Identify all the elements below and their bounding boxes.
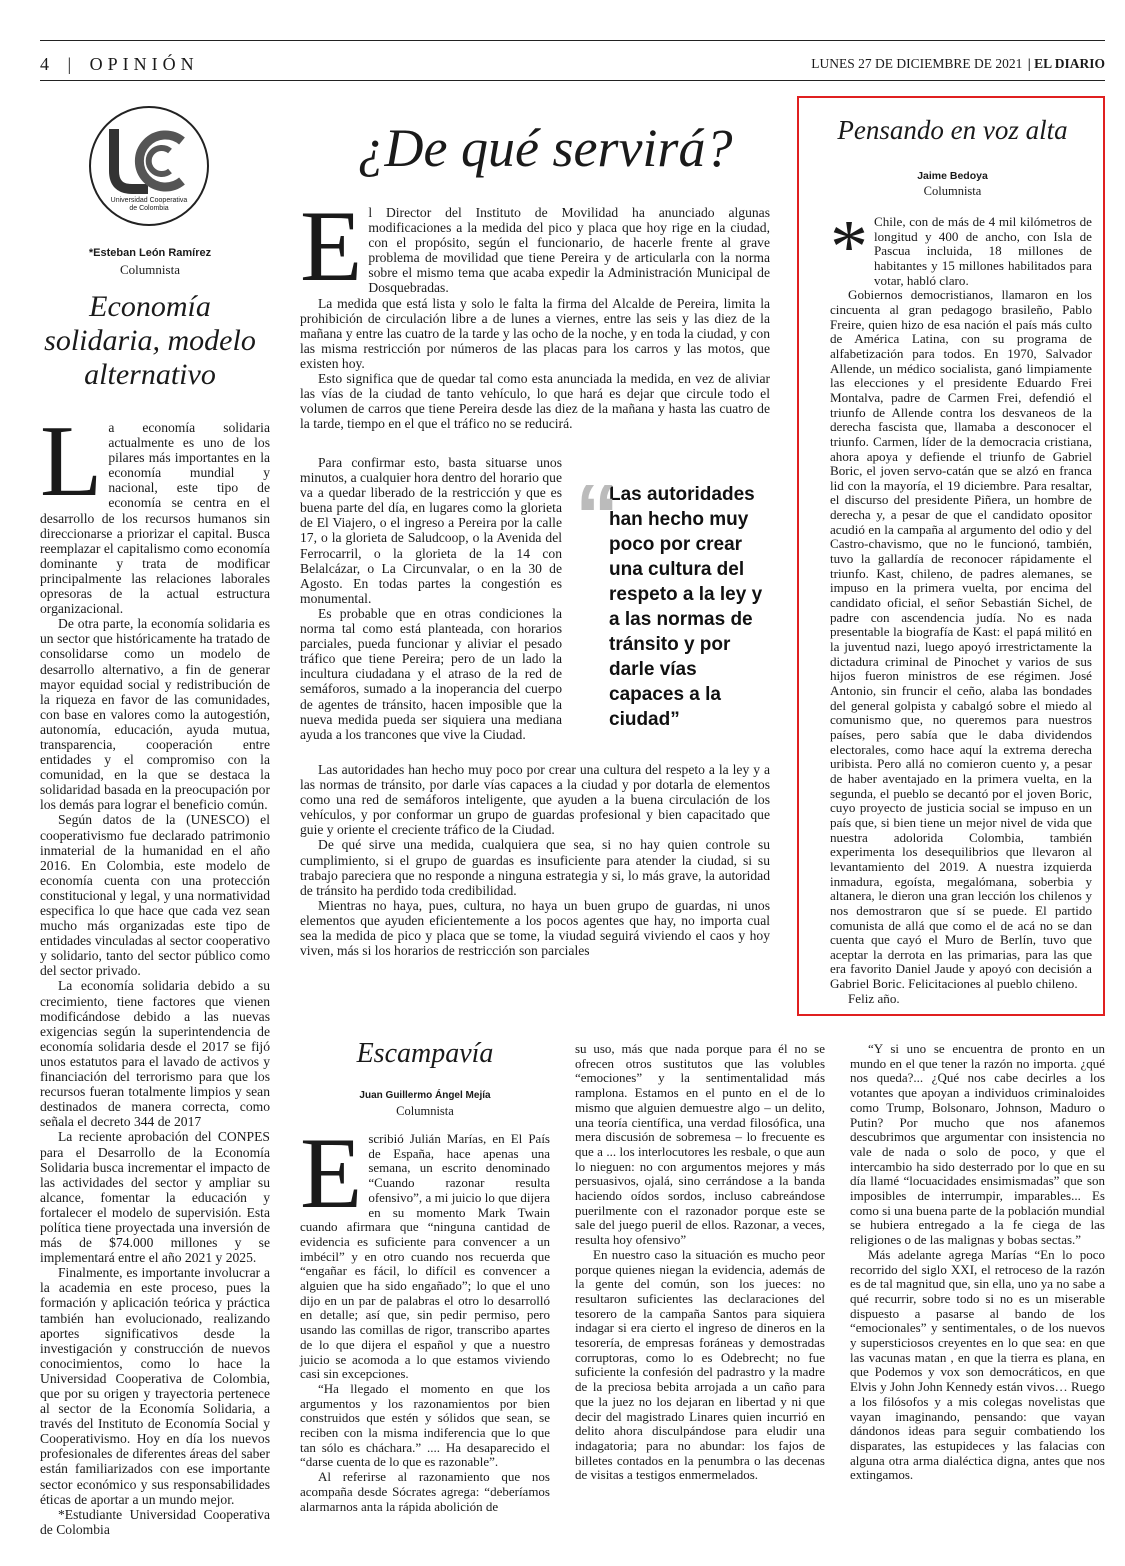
quote-mark-icon: “	[575, 466, 619, 565]
left-dropcap: L	[40, 405, 103, 518]
escampavia-title: Escampavía	[356, 1038, 494, 1069]
left-p5: La reciente aprobación del CONPES para el Desarrollo de la Economía Solidaria busca incrementar el impacto de las actividades del sector y ampliar su alcance, fomentar la educación y fortalecer el modelo de supervisión. Esta política tiene proyectada una inversión de más de $74.000 millones y se implementará entre el año 2021 y 2025.	[40, 1129, 270, 1266]
page-header-right: LUNES 27 DE DICIEMBRE DE 2021 | EL DIARIO	[811, 56, 1105, 71]
escampavia-c1p2: “Ha llegado el momento en que los argumentos y los razonamientos por bien construidos que estén y sólidos que sean, se reciben con la misma indiferencia que lo que tan sólo es cháchara.” .... Ha desaparecido el “darse cuenta de lo que es razonable”.	[300, 1380, 550, 1470]
left-article-body	[40, 405, 270, 1537]
escampavia-c3p2: Más adelante agrega Marías “En lo poco recorrido del siglo XXI, el retroceso de la razón es de tal magnitud que, sin ella, uno ya no sabe a qué recurrir, sobre todo si no es un miserable dispuesto a pasarse al bando de los “emocionales” y sentimentales, o de los nuevos y supersticiosos creyentes en lo que sea: en que las vacunas matan , en que la tierra es plana, en que Podemos y vox son democráticos, en que Elvis y John John Kennedy están vivos… Ruego a los filósofos y a mis colegas novelistas que vayan imaginando, pensando: que vayan dándonos ideas para seguir combatiendo los disparates, las estupideces y las falacias con alguna otra arma dialéctica digna, antes que nos extingamos.	[850, 1246, 1105, 1483]
escampavia-author: Juan Guillermo Ángel Mejía	[359, 1090, 491, 1101]
left-p4: La economía solidaria debido a su crecimiento, tiene factores que vienen modificándose debido a las nuevas exigencias según la superintendencia de economía solidaria desde el 2017 se fijó unos estatutos para el lavado de activos y financiación del terrorismo para que los recursos fueran totalmente limpios y sean destinados de manera correcta, como señala el decreto 344 de 2017	[40, 978, 270, 1130]
right-article-body	[830, 205, 1092, 1006]
issue-date: LUNES 27 DE DICIEMBRE DE 2021	[811, 56, 1023, 71]
editorial-p6: Las autoridades han hecho muy poco por crear una cultura del respeto a la ley y a las normas de tránsito, por darle vías capaces a la ciudad y por dotarla de elementos como una red de semáforos inteligente, que ayuden a la buena circulación de los vehículos, y por conformar un grupo de guardas profesional y bien capacitado que guie y oriente el creciente tráfico de la Ciudad.	[300, 762, 770, 838]
escampavia-c1p3: Al referirse al razonamiento que nos acompaña desde Sócrates agrega: “deberíamos alarmarnos anta la rápida abolición de	[300, 1469, 550, 1514]
left-p1: a economía solidaria actualmente es uno de los pilares más importantes en la economía mundial y nacional, este tipo de economía se centra en el desarrollo de los recursos humanos sin direccionarse a priorizar el capital. Busca reemplazar el capitalismo como economía dominante y trata de modificar principalmente las relaciones laborales opresoras de la actual estructura organizacional.	[40, 420, 270, 617]
left-author: *Esteban León Ramírez	[88, 247, 212, 259]
header-top-rule	[40, 40, 1105, 41]
editorial-dropcap: E	[300, 190, 363, 303]
escampavia-c1p1: scribió Julián Marías, en El País de España, hace apenas una semana, un escrito denominado “Cuando razonar resulta ofensivo”, a mi juicio lo que dijera en su momento Mark Twain cuando afirmara que “ninguna cantidad de evidencia es suficiente para convencer a un imbécil” y en otro cuando nos recuerda que “engañar es fácil, lo difícil es convencer a alguien que ha sido engañado”; lo que el uno dijo en un par de palabras el otro lo desarrolló en detalle; así que, sin pedir permiso, pero usando las comillas de rigor, transcribo apartes de lo que dijera el español y que a nuestro juicio se acomoda a lo que estamos viviendo casi sin excepciones.	[300, 1131, 550, 1382]
university-logo	[88, 105, 210, 227]
editorial-p8: Mientras no haya, pues, cultura, no haya un buen grupo de guardas, ni unos elementos que ayuden eficientemente a los pocos agentes que hay, no importa cual sea la medida de pico y placa que se tome, la viudad seguirá viviendo el caos y hoy viven, más si los horarios de restricción son parciales	[300, 897, 770, 959]
right-title: Pensando en voz alta	[837, 115, 1068, 145]
right-p2: Gobiernos democristianos, llamaron en los cincuenta al gran pedagogo brasileño, Pablo Freire, quien hizo de esa nación el país más culto de América Latina, con su programa de alfabetización para todos. En 1970, Salvador Allende, un médico socialista, ganó limpiamente las elecciones y el presidente Eduardo Frei Montalva, padre de Carmen Frei, defendió el triunfo de Allende contra los desvaneos de la derecha fascista que, llamaba a desconocer el triunfo. Carmen, líder de la democracia cristiana, ahora apoya y defiende el triunfo de Gabriel Boric, el joven servo-catán que se alzó en franca lid con la mayoría, el 19 diciembre. Para resaltar, el discurso del presidente Piñera, un hombre de derecha y, a pesar de que el candidato opositor acudió en la campaña al argumento del odio y del Castro-chavismo, que no le funcionó, también, tuvo la gallardía de reconocer rápidamente el triunfo. Kast, chileno, de padres alemanes, se impuso en la primera vuelta, por encima del candidato oficial, el señor Sebastián Sichel, de padre con ascendencia judía. No es nada presentable la biografía de Kast: el papá militó en la juventud nazi, luego apoyó irrestrictamente la dictadura criminal de Pinochet y varios de sus hijos fueron ministros de ese régimen. José Antonio, sin fruncir el ceño, alaba las bondades del general golpista y cabalgó sobre el miedo al comunismo que, no queremos para nuestros países, pero sabía que le daba dividendos electorales, como hace aquí la extrema derecha uribista. Pero allá no comieron cuento y, a pesar de haber aventajado en la primera vuelta, en la segunda, el pueblo se decantó por el joven Boric, cuyo proyecto de justicia social se impuso en un país que, si bien tiene un mejor nivel de vida que nuestra adolorida Colombia, también experimenta los desequilibrios que llevaron al levantamiento del 2019. A nuestra izquierda inmadura, egoísta, megalómana, soberbia y altanera, le dieron una gran lección los chilenos y nos demostraron que sí se puede. El partido comunista de allá que como el de acá no se dan cuenta que cayó el Muro de Berlín, tuvo que aceptar la derrota en las primarias, para las que era favorito Daniel Jaude y apoyó con decisión a Gabriel Boric. Felicitaciones al pueblo chileno.	[830, 287, 1092, 992]
editorial-title: ¿De qué servirá?	[357, 118, 733, 178]
right-p1: Chile, con de más de 4 mil kilómetros de longitud y 400 de ancho, con Isla de Pascua incluida, 18 millones de habitantes y 15 millones habilitados para votar, habló claro.	[874, 214, 1092, 288]
left-p6: Finalmente, es importante involucrar a la academia en este proceso, pues la formación y aplicación teórica y práctica también han evolucionado, realizando aportes significativos desde la investigación y construcción de nuevos conocimientos, como lo hace la Universidad Cooperativa de Colombia, que por su origen y trayectoria pertenece al sector de la Economía Solidaria, a través del Instituto de Economía Social y Cooperativismo. Hoy en día los nuevos profesionales de diferentes áreas del saber están familiarizados con ese importante sector económico y sus responsabilidades éticas de aportar a un mundo mejor.	[40, 1265, 270, 1507]
pull-quote	[575, 466, 775, 732]
left-footnote: *Estudiante Universidad Cooperativa de Colombia	[40, 1506, 270, 1537]
pull-quote-text: Las autoridades han hecho muy poco por crear una cultura del respeto a la ley y a las normas de tránsito y por darle vías capaces a la ciudad”	[609, 484, 763, 730]
right-dropcap-asterisk-icon: *	[830, 205, 868, 289]
escampavia-col3	[850, 1042, 1105, 1483]
header-separator: |	[67, 54, 75, 74]
page-header-left	[40, 54, 199, 75]
editorial-body-mid	[300, 455, 562, 742]
left-title: Economía solidaria, modelo alternativo	[44, 290, 256, 391]
left-role: Columnista	[120, 262, 180, 277]
escampavia-col2	[575, 1042, 825, 1483]
editorial-p5: Es probable que en otras condiciones la norma tal como está planteada, con horarios parciales, pueda funcionar y aliviar el pesado tráfico que tiene Pereira; pero de un lado la incultura ciudadana y el atraso de la red de semáforos, sumado a la inoperancia del cuerpo de agentes de tránsito, hacen imposible que la nueva medida pueda ser siquiera una mediana ayuda a los trancones que vive la Ciudad.	[300, 605, 562, 742]
escampavia-role: Columnista	[396, 1104, 454, 1118]
right-p3: Feliz año.	[848, 990, 900, 1006]
editorial-body-bottom	[300, 762, 770, 958]
escampavia-col1	[300, 1117, 550, 1514]
left-p2: De otra parte, la economía solidaria es un sector que históricamente ha tratado de consolidarse como un modelo de desarrollo alternativo, a fin de generar mayor equidad social y redistribución de la riqueza en favor de las comunidades, con base en valores como la autogestión, autonomía, educación, ayuda mutua, transparencia, cooperación entre entidades y el compromiso con la comunidad, en la que se destaca la solidaridad basada en la preocupación por los demás para lograr el beneficio común.	[40, 616, 270, 813]
left-p3: Según datos de la (UNESCO) el cooperativismo fue declarado patrimonio inmaterial de la humanidad en el año 2016. En Colombia, este modelo de economía cuenta con una protección constitucional y legal, y una normatividad especifica lo que hace que cada vez sean mucho más organizadas este tipo de entidades vinculadas al sector cooperativo y solidario, tanto del sector público como del sector privado.	[40, 812, 270, 979]
header-bottom-rule	[40, 80, 1105, 81]
newspaper-name: EL DIARIO	[1034, 56, 1105, 71]
editorial-body-top	[300, 190, 770, 432]
escampavia-c2p1: su uso, más que nada porque para él no se ofrecen otros sustitutos que las volubles “emociones” y la sentimentalidad más ramplona. Estamos en el punto en el de lo mismo que alguien demuestre algo – un delito, una teoría científica, una verdad filosófica, una mera discusión de sobremesa – lo frecuente es que a ... los interlocutores les resbale, o que aun lo nieguen: no con argumentos mejores y más persuasivos, ojalá, sino cerrándose a la banda haciendo oídos sordos, incluso cabreándose puerilmente con el razonador porque este se sale del juego pueril de ellos. Razonar, a veces, resulta hoy ofensivo”	[575, 1041, 825, 1248]
editorial-p1: l Director del Instituto de Movilidad ha anunciado algunas modificaciones a la medida del pico y placa que hoy rige en la ciudad, con el propósito, según el funcionario, de hacerle frente al grave problema de movilidad que tiene Pereira y de articularla con la norma sobre el mismo tema que acaba expedir la Administración Municipal de Dosquebradas.	[368, 205, 770, 296]
escampavia-c3p1: “Y si uno se encuentra de pronto en un mundo en el que tener la razón no importa. ¿qué nos queda?... ¿Qué nos cabe decirles a los votantes que apoyan a individuos criminaloides como Trump, Bolsonaro, Johnson, Maduro o Putin? Por mucho que nos afanemos descubrimos que argumentar con insistencia no vale de nada o solo de poco, y que el intercambio ha sido desterrado por lo que en su día llamé “locuacidades ensimismadas” que son imposibles de interrumpir, imparables... Es como si una buena parte de la población mundial se hubiera entregado a la fe ciega de las religiones o de las malignas y bobas sectas.”	[850, 1041, 1105, 1248]
section-name: OPINIÓN	[89, 54, 199, 74]
editorial-p2: La medida que está lista y solo le falta la firma del Alcalde de Pereira, limita la prohibición de circulación libre a de lunes a viernes, entre las seis y las diez de la mañana y entre las cuatro de la tarde y las ocho de la noche, y en toda la ciudad, y con las misma restricción por números de las placas para los carros y las motos, que existen hoy.	[300, 295, 770, 371]
editorial-p7: De qué sirve una medida, cualquiera que sea, si no hay quien controle su cumplimiento, si el grupo de guardas es insuficiente para atender la ciudad, si su trabajo pareciera que no responde a ninguna estrategia y si, lo más grave, la autoridad de tránsito ha perdido toda credibilidad.	[300, 837, 770, 898]
right-author: Jaime Bedoya	[917, 170, 988, 182]
editorial-p3: Esto significa que de quedar tal como esta anunciada la medida, en vez de aliviar las vías de la ciudad de tanto vehículo, lo que hará es dejar que circule todo el volumen de carros que tiene Pereira desde las diez de la mañana y hasta las cuatro de la tarde, tiempo en el que el tráfico no se reducirá.	[300, 371, 770, 432]
right-role: Columnista	[923, 184, 982, 198]
logo-text-line1: Universidad Cooperativa	[110, 197, 188, 204]
logo-text-line2: de Colombia	[129, 205, 169, 212]
editorial-p4: Para confirmar esto, basta situarse unos minutos, a cualquier hora dentro del horario que va a quedar liberado de la restricción y que es buena parte del día, en lugares como la glorieta de El Viajero, o el ingreso a Pereira por la calle 17, o la glorieta de Saludcoop, o la Avenida del Ferrocarril, o la glorieta de la 14 con Belalcázar, o La Circunvalar, o en la 30 de Agosto. En todas partes la congestión es monumental.	[300, 455, 562, 606]
escampavia-dropcap: E	[300, 1117, 363, 1230]
escampavia-c2p2: En nuestro caso la situación es mucho peor porque quienes niegan la evidencia, además de la gente del común, son los jueces: no resultaron suficientes las declaraciones del tesorero de la campaña Santos para siquiera indagar si era cierto el ingreso de dineros en la tesorería, de empresas foráneas y demostradas corruptoras, como lo es Odebrecht; no fue suficiente la confesión del padrastro y la madre de la preciosa bebita arrojada a un caño para que la juez no los dejaran en libertad y ni que decir del magistrado Linares quien incurrió en delito ahora disculpándose para eludir una indagatoria; para no abundar: los fajos de billetes contados en la penumbra o las decenas de visitas a testigos enmermelados.	[575, 1246, 825, 1483]
page-number: 4	[40, 54, 52, 74]
